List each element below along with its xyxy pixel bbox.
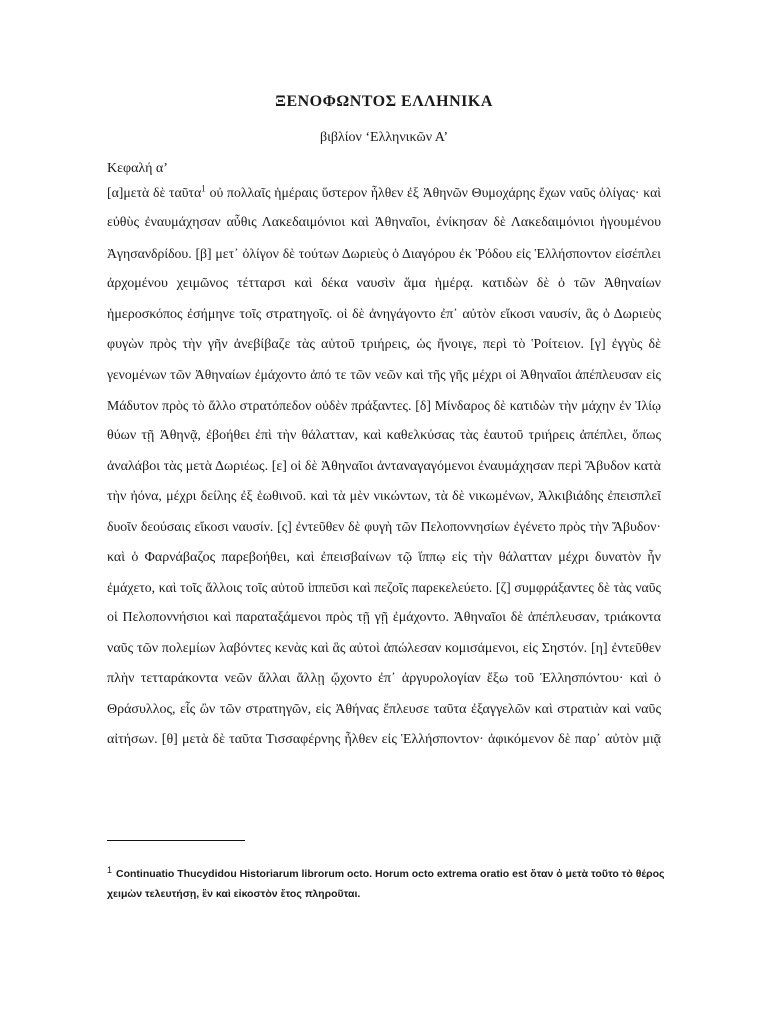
footnote-text: Continuatio Thucydidou Historiarum librorum octo. Horum octo extrema oratio est ὅταν ὁ μετὰ τοῦτο τὸ θέρος χειμὼν τελευτήσῃ, ἓν καὶ εἰκοστὸν ἔτος πληροῦται. — [107, 868, 665, 900]
body-line: πλὴν τετταράκοντα νεῶν ἄλλαι ἄλλῃ ᾤχοντο ἐπ᾽ ἀργυρολογίαν ἔξω τοῦ Ἑλλησπόντου· καὶ ὁ — [107, 671, 661, 687]
body-line: [α]μετὰ δὲ ταῦτα$^1$ οὐ πολλαῖς ἡμέραις ὕστερον ἦλθεν ἐξ Ἀθηνῶν Θυμοχάρης ἔχων ναῦς ὀλίγας· καὶ — [107, 183, 661, 200]
document-subtitle: βιβλίον ‘Ελληνικῶν Α’ — [319, 130, 449, 145]
chapter-heading: Κεφαλή α’ — [107, 161, 168, 176]
body-line: φυγὼν πρὸς τὴν γῆν ἀνεβίβαζε τὰς αὑτοῦ τριήρεις, ὡς ἤνοιγε, περὶ τὸ Ῥοίτειον. [γ] ἐγγὺς δὲ — [107, 336, 661, 352]
body-text — [107, 178, 661, 755]
body-line: Μάδυτον πρὸς τὸ ἄλλο στρατόπεδον οὐδὲν πράξαντες. [δ] Μίνδαρος δὲ κατιδὼν τὴν μάχην ἐν Ἰλίῳ — [107, 397, 661, 413]
body-line: γενομένων τῶν Ἀθηναίων ἐμάχοντο ἀπό τε τῶν νεῶν καὶ τῆς γῆς μέχρι οἱ Ἀθηναῖοι ἀπέπλευσαν εἰς — [107, 367, 661, 383]
body-line: Ἀγησανδρίδου. [β] μετ᾽ ὀλίγον δὲ τούτων Δωριεὺς ὁ Διαγόρου ἐκ Ῥόδου εἰς Ἑλλήσποντον εἰσέπλει — [107, 245, 661, 261]
body-line: εὐθὺς ἐναυμάχησαν αὖθις Λακεδαιμόνιοι καὶ Ἀθηναῖοι, ἐνίκησαν δὲ Λακεδαιμόνιοι ἡγουμένου — [107, 215, 661, 231]
body-line: αἰτήσων. [θ] μετὰ δὲ ταῦτα Τισσαφέρνης ἦλθεν εἰς Ἑλλήσποντον· ἀφικόμενον δὲ παρ᾽ αὐτὸν μιᾷ — [107, 732, 661, 748]
footnote — [107, 864, 667, 904]
body-line: θύων τῇ Ἀθηνᾷ, ἐβοήθει ἐπὶ τὴν θάλατταν, καὶ καθελκύσας τὰς ἑαυτοῦ τριήρεις ἀπέπλει, ὅπως — [107, 428, 661, 444]
body-line: ἀρχομένου χειμῶνος τέτταρσι καὶ δέκα ναυσὶν ἅμα ἡμέρᾳ. κατιδὼν δὲ ὁ τῶν Ἀθηναίων — [107, 276, 661, 292]
body-line: ἐμάχετο, καὶ τοῖς ἄλλοις τοῖς αὑτοῦ ἱππεῦσι καὶ πεζοῖς παρεκελεύετο. [ζ] συμφράξαντες δὲ τὰς ναῦς — [107, 580, 661, 596]
footnote-number: 1 — [107, 864, 113, 875]
body-line: δυοῖν δεούσαις εἴκοσι ναυσίν. [ς] ἐντεῦθεν δὲ φυγὴ τῶν Πελοποννησίων ἐγένετο πρὸς τὴν Ἄβυδον· — [107, 519, 661, 535]
body-line: καὶ ὁ Φαρνάβαζος παρεβοήθει, καὶ ἐπεισβαίνων τῷ ἵππῳ εἰς τὴν θάλατταν μέχρι δυνατὸν ἦν — [107, 549, 661, 565]
footnote-reference[interactable]: 1 — [201, 183, 206, 194]
footnote-separator — [107, 840, 245, 841]
body-line: ἡμεροσκόπος ἐσήμηνε τοῖς στρατηγοῖς. οἱ δὲ ἀνηγάγοντο ἐπ᾽ αὐτὸν εἴκοσι ναυσίν, ἃς ὁ Δωριεὺς — [107, 306, 661, 322]
body-line: τὴν ἠόνα, μέχρι δείλης ἐξ ἑωθινοῦ. καὶ τὰ μὲν νικώντων, τὰ δὲ νικωμένων, Ἀλκιβιάδης ἐπεισπλεῖ — [107, 488, 661, 504]
document-title: ΞΕΝΟΦΩΝΤΟΣ ΕΛΛΗΝΙΚΑ — [275, 93, 493, 110]
body-line: οἱ Πελοποννήσιοι καὶ παραταξάμενοι πρὸς τῇ γῇ ἐμάχοντο. Ἀθηναῖοι δὲ ἀπέπλευσαν, τριάκοντα — [107, 610, 661, 626]
body-line: Θράσυλλος, εἷς ὢν τῶν στρατηγῶν, εἰς Ἀθήνας ἔπλευσε ταῦτα ἐξαγγελῶν καὶ στρατιὰν καὶ ναῦς — [107, 701, 661, 717]
body-line: ἀναλάβοι τὰς μετὰ Δωριέως. [ε] οἱ δὲ Ἀθηναῖοι ἀνταναγαγόμενοι ἐναυμάχησαν περὶ Ἄβυδον κατὰ — [107, 458, 661, 474]
body-line: ναῦς τῶν πολεμίων λαβόντες κενὰς καὶ ἃς αὐτοὶ ἀπώλεσαν κομισάμενοι, εἰς Σηστόν. [η] ἐντεῦθεν — [107, 640, 661, 656]
